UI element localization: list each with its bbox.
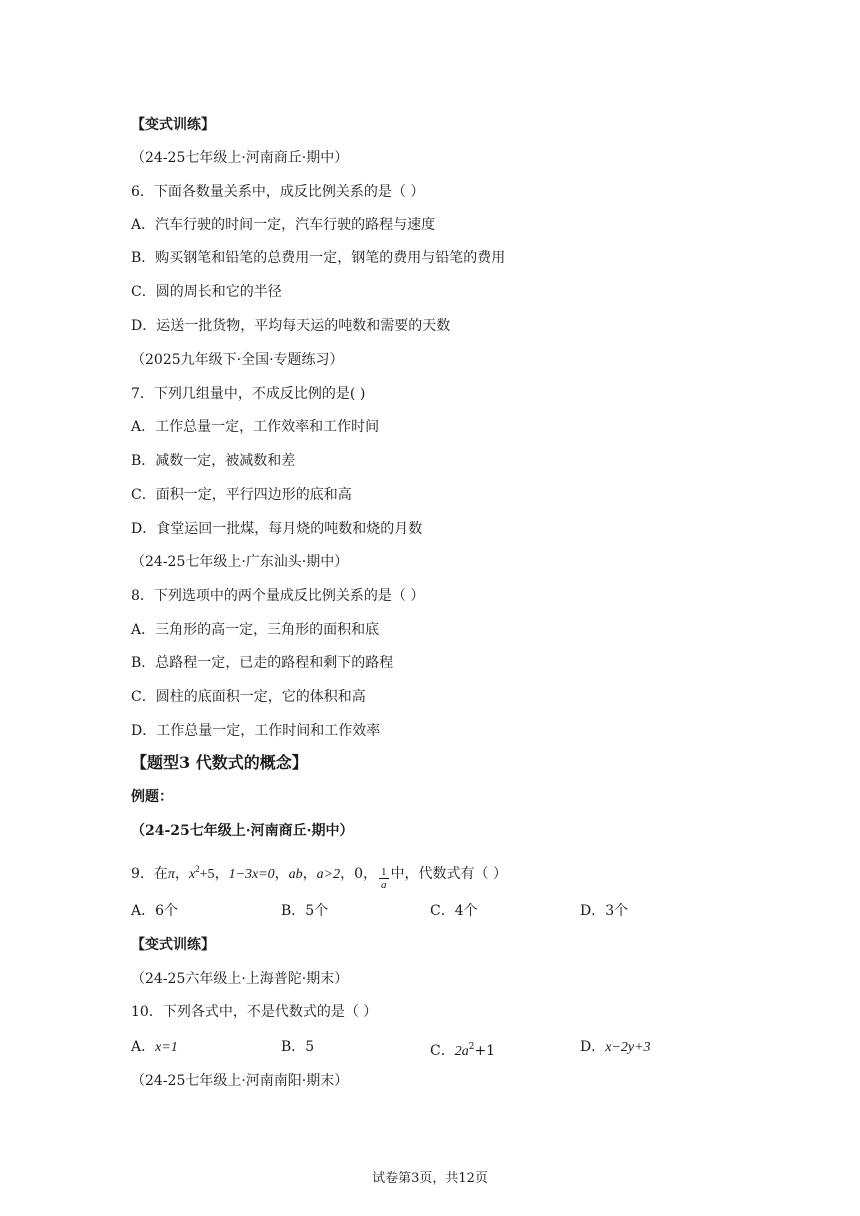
expr-equation: 1−3x=0 [228, 867, 275, 882]
question-10-option-d: D．x−2y+3 [580, 1039, 651, 1055]
question-9 [131, 859, 507, 891]
question-6-option-b: B．购买钢笔和铅笔的总费用一定，钢笔的费用与铅笔的费用 [131, 250, 506, 266]
page-footer: 试卷第3页，共12页 [372, 1171, 488, 1186]
section-heading: 【题型3 代数式的概念】 [131, 753, 308, 772]
question-8-option-d: D．工作总量一定，工作时间和工作效率 [131, 723, 381, 739]
example-label: 例题： [131, 789, 173, 805]
question-7-option-c: C．面积一定，平行四边形的底和高 [131, 487, 352, 503]
separator: ，0， [340, 866, 378, 882]
question-6: 6．下面各数量关系中，成反比例关系的是（ ） [131, 184, 425, 200]
source-note: （24-25七年级上·广东汕头·期中） [131, 554, 349, 570]
question-8-option-a: A．三角形的高一定，三角形的面积和底 [131, 622, 380, 638]
fraction-one-over-a: $\frac{1}{a}$ [381, 866, 387, 891]
separator: ， [274, 866, 289, 882]
question-7-option-d: D．食堂运回一批煤，每月烧的吨数和烧的月数 [131, 521, 423, 537]
expr-x-squared: $x^2+5$ [188, 864, 215, 882]
source-note: （24-25六年级上·上海普陀·期末） [131, 971, 349, 987]
question-7-option-a: A．工作总量一定，工作效率和工作时间 [131, 419, 380, 435]
question-10-option-a: A．x=1 [131, 1039, 178, 1055]
question-9-option-a: A．6个 [131, 903, 179, 919]
section-label-variant: 【变式训练】 [131, 117, 215, 133]
question-6-option-a: A．汽车行驶的时间一定，汽车行驶的路程与速度 [131, 217, 436, 233]
question-7: 7．下列几组量中，不成反比例的是( ) [131, 386, 366, 402]
expr-inequality: a>2 [316, 867, 341, 882]
source-note: （24-25七年级上·河南商丘·期中） [131, 823, 354, 839]
section-label-variant: 【变式训练】 [131, 937, 215, 953]
question-9-option-d: D．3个 [580, 903, 629, 919]
question-9-option-b: B．5个 [281, 903, 329, 919]
expr-ab: ab [288, 867, 303, 882]
question-10: 10．下列各式中，不是代数式的是（ ） [131, 1004, 378, 1020]
question-10-option-c: C．$2a^2+1$ [430, 1042, 496, 1059]
pi-symbol: π [167, 867, 175, 882]
question-6-option-c: C．圆的周长和它的半径 [131, 284, 282, 300]
separator: ， [174, 866, 189, 882]
question-9-suffix: 中，代数式有（ ） [390, 866, 507, 882]
source-note: （24-25七年级上·河南南阳·期末） [131, 1073, 349, 1089]
question-10-option-b: B．5 [281, 1039, 315, 1055]
question-8-option-b: B．总路程一定，已走的路程和剩下的路程 [131, 655, 394, 671]
separator: ， [302, 866, 317, 882]
question-8-option-c: C．圆柱的底面积一定，它的体积和高 [131, 689, 366, 705]
separator: ， [214, 866, 229, 882]
question-6-option-d: D．运送一批货物，平均每天运的吨数和需要的天数 [131, 318, 451, 334]
source-note: （24-25七年级上·河南商丘·期中） [131, 150, 349, 166]
question-8: 8．下列选项中的两个量成反比例关系的是（ ） [131, 588, 425, 604]
question-9-prefix: 9．在 [131, 866, 168, 882]
source-note: （2025九年级下·全国·专题练习） [131, 352, 344, 368]
question-7-option-b: B．减数一定，被减数和差 [131, 453, 296, 469]
question-9-option-c: C．4个 [430, 903, 478, 919]
